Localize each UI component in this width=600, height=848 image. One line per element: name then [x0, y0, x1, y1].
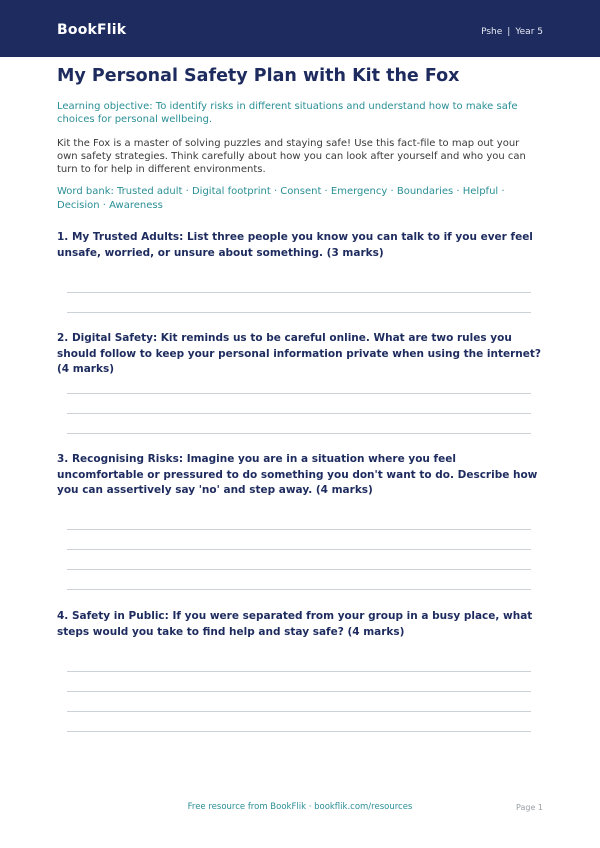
word-bank: Word bank: Trusted adult · Digital footprint · Consent · Emergency · Boundaries · Helpful · Decision · Awareness [57, 186, 505, 211]
answer-line[interactable] [67, 569, 531, 570]
question-1: 1. My Trusted Adults: List three people you know you can talk to if you ever feel unsafe, worried, or unsure about something. (3 marks) [57, 231, 533, 259]
intro-section [57, 63, 543, 212]
question-3: 3. Recognising Risks: Imagine you are in a situation where you feel uncomfortable or pressured to do something you don't want to do. Describe how you can assertively say 'no' and step away. (4 marks) [57, 453, 538, 496]
intro-text: Kit the Fox is a master of solving puzzles and staying safe! Use this fact-file to map out your own safety strategies. Think carefully about how you can look after yourself and who you can turn to for help in different environments. [57, 138, 526, 175]
page-title: My Personal Safety Plan with Kit the Fox [57, 66, 460, 86]
answer-line[interactable] [67, 312, 531, 313]
page-header [0, 0, 600, 57]
answer-line[interactable] [67, 413, 531, 414]
footer-credit: Free resource from BookFlik · bookflik.com/resources [187, 802, 413, 812]
answer-line[interactable] [67, 731, 531, 732]
brand-logo: BookFlik [57, 22, 127, 38]
answer-line[interactable] [67, 393, 531, 394]
answer-line[interactable] [67, 529, 531, 530]
year-label: Year 5 [515, 27, 543, 37]
page-number: Page 1 [516, 803, 543, 812]
answer-line[interactable] [67, 292, 531, 293]
answer-line[interactable] [67, 433, 531, 434]
answer-line[interactable] [67, 691, 531, 692]
answer-line[interactable] [67, 549, 531, 550]
meta-separator: | [507, 27, 511, 37]
answer-line[interactable] [67, 711, 531, 712]
subject-label: Pshe [481, 27, 503, 37]
subject-year-label [481, 27, 543, 37]
question-4: 4. Safety in Public: If you were separated from your group in a busy place, what steps would you take to find help and stay safe? (4 marks) [57, 610, 533, 638]
answer-line[interactable] [67, 671, 531, 672]
question-2: 2. Digital Safety: Kit reminds us to be careful online. What are two rules you should follow to keep your personal information private when using the internet? (4 marks) [57, 332, 542, 375]
learning-objective: Learning objective: To identify risks in different situations and understand how to make safe choices for personal wellbeing. [57, 101, 518, 125]
answer-line[interactable] [67, 589, 531, 590]
